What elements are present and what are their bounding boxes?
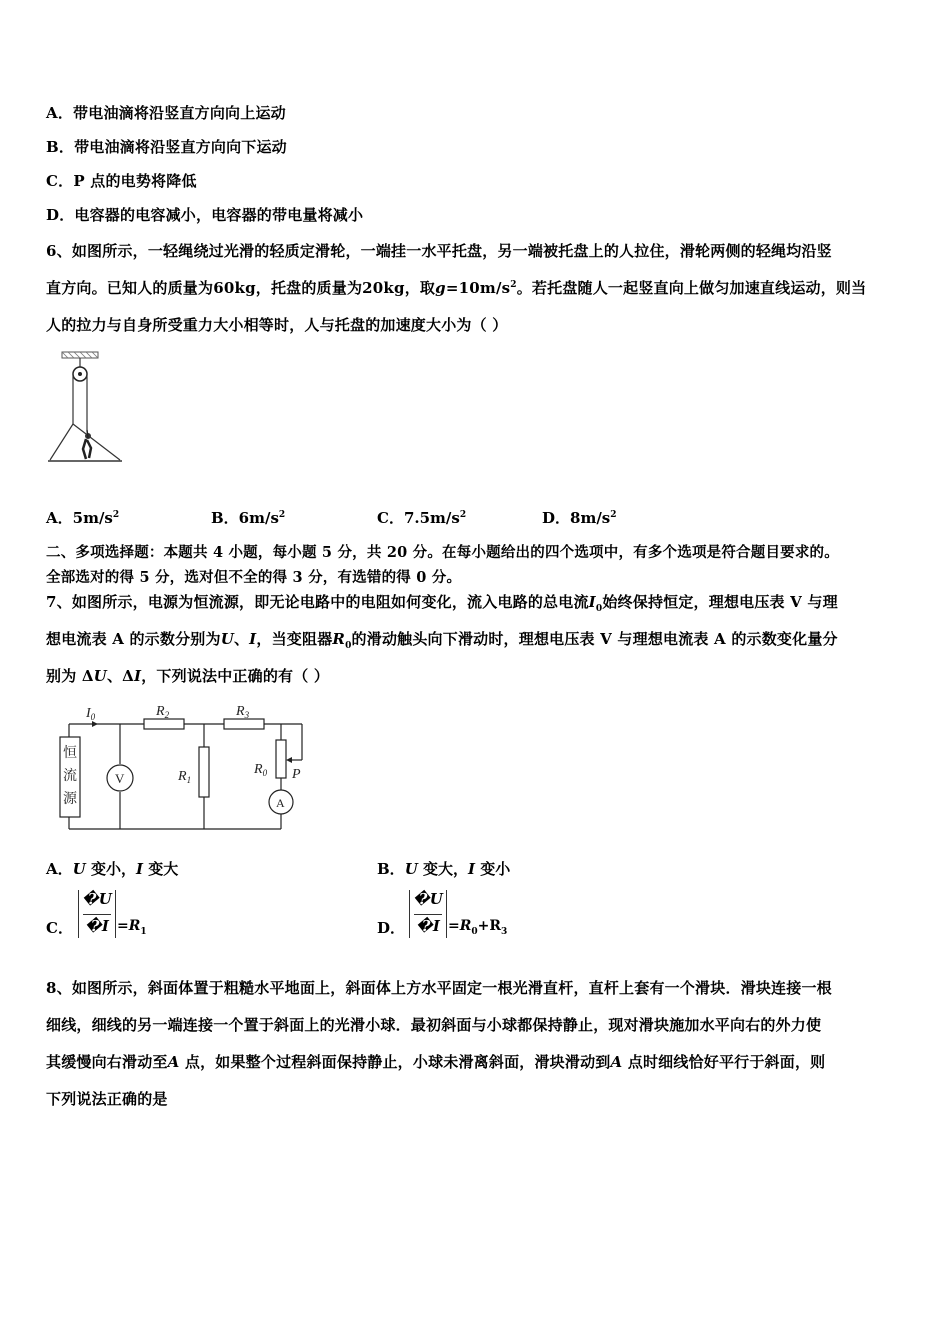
svg-text:源: 源 [63,792,77,807]
pulley-figure [44,350,126,465]
q5-option-c: C．P 点的电势将降低 [46,172,197,190]
q7-option-d-label: D． [377,919,406,937]
q6-stem-line1: 6、如图所示，一轻绳绕过光滑的轻质定滑轮，一端挂一水平托盘，另一端被托盘上的人拉住，滑轮两侧的轻绳均沿竖 [46,242,832,260]
resistor-r2 [144,719,184,729]
svg-text:流: 流 [63,769,77,784]
svg-text:V: V [115,771,125,786]
svg-text:A: A [276,796,285,810]
svg-text:R2: $R_2$ [156,704,170,720]
svg-text:R1: $R_1$ [178,769,192,785]
section2-heading-line1: 二、多项选择题：本题共 4 小题，每小题 5 分，共 20 分。在每小题给出的四个选项中，有多个选项是符合题目要求的。 [46,544,839,561]
q7-option-d-fraction: �U �I [409,890,447,938]
svg-text:I0: $I_0$ [86,706,96,722]
rheostat-r0 [276,740,286,778]
q6-option-d: D．$8m/s^2$ [542,509,617,527]
q8-stem-line3: 其缓慢向右滑动至A 点，如果整个过程斜面保持静止，小球未滑离斜面，滑块滑动到A 点时细线恰好平行于斜面，则 [46,1053,826,1071]
q7-option-a: A．U 变小，I 变大 [46,860,179,878]
q7-option-c-equals: $=R_1$ [117,918,147,937]
svg-text:R3: $R_3$ [236,704,250,720]
q7-option-d-equals: $=R_0+R_3$ [448,918,508,937]
q7-stem-line1: 7、如图所示，电源为恒流源，即无论电路中的电阻如何变化，流入电路的总电流$I_0$始终保持恒定，理想电压表 V 与理 [46,593,838,614]
resistor-r3 [224,719,264,729]
q7-stem-line2: 想电流表 A 的示数分别为U、I，当变阻器$R_0$的滑动触头向下滑动时，理想电压表 V 与理想电流表 A 的示数变化量分 [46,630,838,651]
section2-heading-line2: 全部选对的得 5 分，选对但不全的得 3 分，有选错的得 0 分。 [46,569,462,586]
q7-option-b: B．U 变大，I 变小 [377,860,511,878]
q6-option-c: C．$7.5m/s^2$ [377,509,467,527]
q7-stem-line3: 别为 ΔU、ΔI，下列说法中正确的有（ ） [46,667,330,685]
q6-stem-line3: 人的拉力与自身所受重力大小相等时，人与托盘的加速度大小为（ ） [46,316,508,334]
svg-text:P: P [292,767,301,782]
q7-option-c-fraction: �U �I [78,890,116,938]
q7-option-c-label: C． [46,919,73,937]
q5-option-d: D．电容器的电容减小，电容器的带电量将减小 [46,206,364,224]
q6-stem-line2: 直方向。已知人的质量为60kg，托盘的质量为20kg，取$g=10m/s^2$。若托盘随人一起竖直向上做匀加速直线运动，则当 [46,279,867,297]
q8-stem-line1: 8、如图所示，斜面体置于粗糙水平地面上，斜面体上方水平固定一根光滑直杆，直杆上套有一个滑块．滑块连接一根 [46,979,832,997]
resistor-r1 [199,747,209,797]
svg-text:恒: 恒 [63,746,77,761]
svg-text:R0: $R_0$ [254,762,268,778]
q6-option-a: A．$5m/s^2$ [46,509,120,527]
q8-stem-line2: 细线，细线的另一端连接一个置于斜面上的光滑小球．最初斜面与小球都保持静止，现对滑块施加水平向右的外力使 [46,1016,822,1034]
q5-option-a: A．带电油滴将沿竖直方向向上运动 [46,104,286,122]
circuit-diagram [44,697,314,837]
q5-option-b: B．带电油滴将沿竖直方向向下运动 [46,138,287,156]
q8-stem-line4: 下列说法正确的是 [46,1090,168,1108]
q6-option-b: B．$6m/s^2$ [211,509,286,527]
